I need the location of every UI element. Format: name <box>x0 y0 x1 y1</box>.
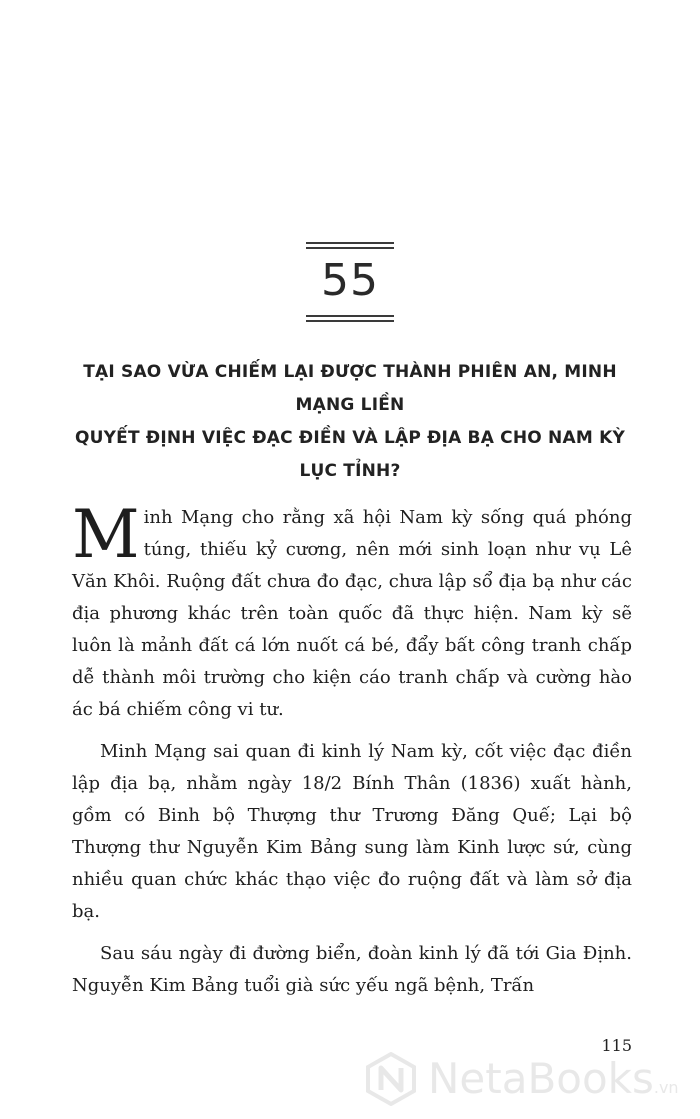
drop-cap: M <box>72 496 140 573</box>
watermark-suffix: .vn <box>653 1078 679 1097</box>
watermark <box>356 1044 696 1114</box>
top-rule-2 <box>306 247 394 249</box>
page-number: 115 <box>601 1036 632 1055</box>
chapter-number-block <box>306 242 394 322</box>
body-text <box>72 496 632 1012</box>
bottom-rule-1 <box>306 315 394 317</box>
paragraph-1-text: inh Mạng cho rằng xã hội Nam kỳ sống quá phóng túng, thiếu kỷ cương, nên mới sinh loạn như vụ Lê Văn Khôi. Ruộng đất chưa đo đạc, chưa lập sổ địa bạ như các địa phương khác trên toàn quốc đã thực hiện. Nam kỳ sẽ luôn là mảnh đất cá lớn nuốt cá bé, đẩy bất công tranh chấp dễ thành môi trường cho kiện cáo tranh chấp và cường hào ác bá chiếm công vi tư. <box>72 507 632 720</box>
chapter-title-line-1: TẠI SAO VỪA CHIẾM LẠI ĐƯỢC THÀNH PHIÊN AN, MINH MẠNG LIỀN <box>83 362 617 415</box>
chapter-number: 55 <box>321 255 379 306</box>
chapter-title-line-2: QUYẾT ĐỊNH VIỆC ĐẠC ĐIỀN VÀ LẬP ĐỊA BẠ CHO NAM KỲ LỤC TỈNH? <box>75 428 625 481</box>
watermark-text <box>428 1052 679 1115</box>
paragraph-1 <box>72 496 632 726</box>
netabooks-logo-icon <box>364 1052 418 1106</box>
chapter-title <box>60 356 640 488</box>
top-rule-1 <box>306 242 394 244</box>
paragraph-3: Sau sáu ngày đi đường biển, đoàn kinh lý đã tới Gia Định. Nguyễn Kim Bảng tuổi già sức yếu ngã bệnh, Trấn <box>72 943 632 996</box>
bottom-rule-2 <box>306 320 394 322</box>
watermark-brand: NetaBooks <box>428 1054 654 1103</box>
paragraph-2: Minh Mạng sai quan đi kinh lý Nam kỳ, cốt việc đạc điền lập địa bạ, nhằm ngày 18/2 Bính Thân (1836) xuất hành, gồm có Binh bộ Thượng thư Trương Đăng Quế; Lại bộ Thượng thư Nguyễn Kim Bảng sung làm Kinh lược sứ, cùng nhiều quan chức khác thạo việc đo ruộng đất và làm sở địa bạ. <box>72 741 632 922</box>
